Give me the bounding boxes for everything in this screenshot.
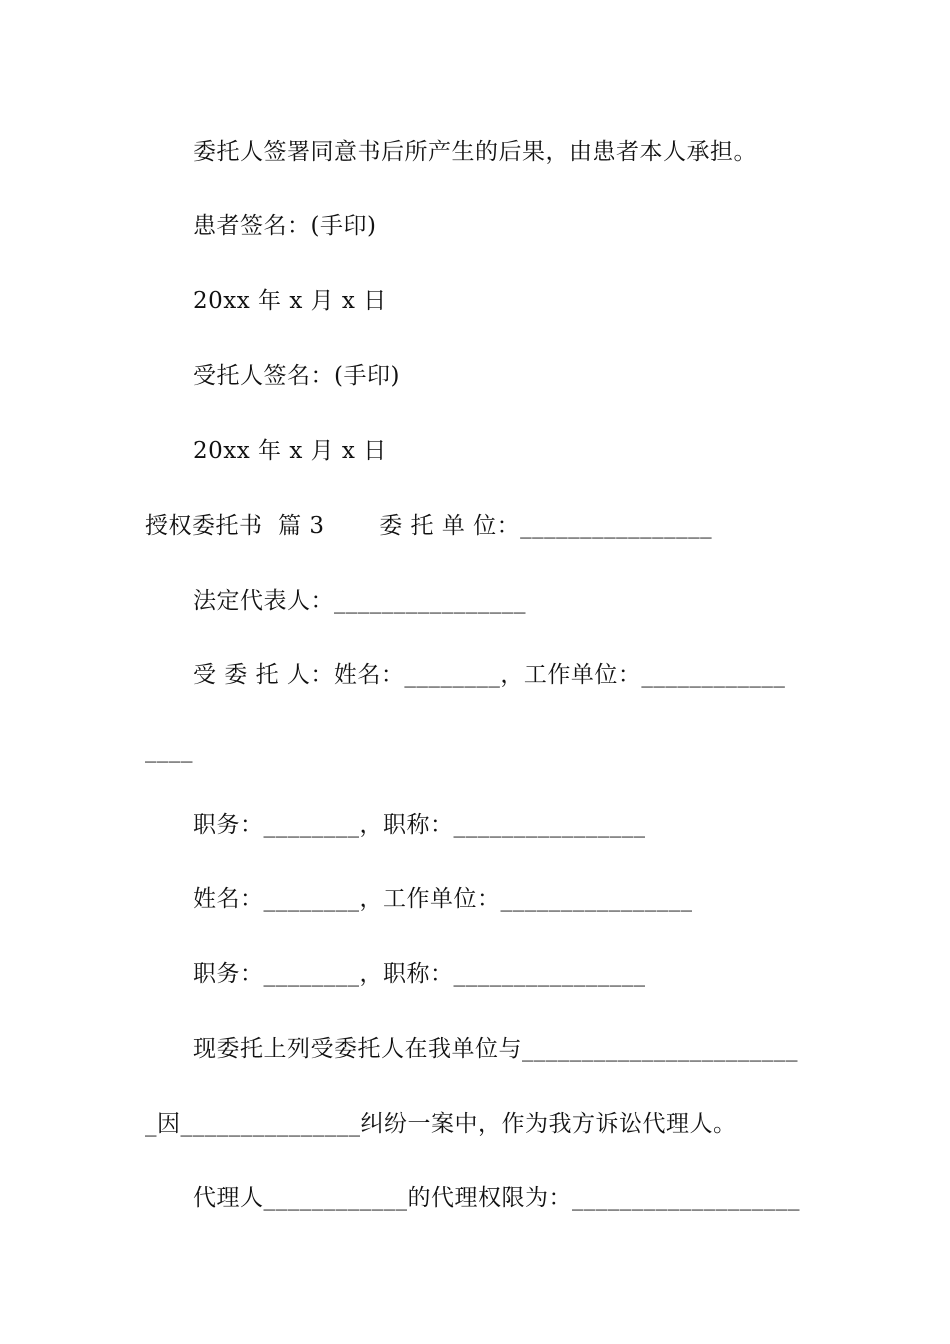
section-heading-and-entrusting-unit: 授权委托书 篇 3 委 托 单 位：________________ xyxy=(145,513,713,539)
trustee-date-line: 20xx 年 x 月 x 日 xyxy=(193,438,387,464)
dispute-case-line: _因_______________纠纷一案中，作为我方诉讼代理人。 xyxy=(145,1111,737,1137)
patient-date-line: 20xx 年 x 月 x 日 xyxy=(193,288,387,314)
position-title-line-1: 职务：________，职称：________________ xyxy=(193,812,646,838)
second-person-name-line: 姓名：________，工作单位：________________ xyxy=(193,886,693,912)
position-title-line-2: 职务：________，职称：________________ xyxy=(193,961,646,987)
patient-signature-line: 患者签名：(手印) xyxy=(193,213,377,239)
entrustment-statement-line: 现委托上列受委托人在我单位与_______________________ xyxy=(193,1036,798,1062)
entrusted-person-line: 受 委 托 人：姓名：________，工作单位：____________ xyxy=(193,662,786,688)
trustee-signature-line: 受托人签名：(手印) xyxy=(193,363,400,389)
agent-authority-line: 代理人____________的代理权限为：___________________ xyxy=(193,1185,800,1211)
entrusted-person-line-continuation: ____ xyxy=(145,737,193,763)
legal-representative-line: 法定代表人：________________ xyxy=(193,588,526,614)
consent-consequence-text: 委托人签署同意书后所产生的后果，由患者本人承担。 xyxy=(193,139,757,165)
